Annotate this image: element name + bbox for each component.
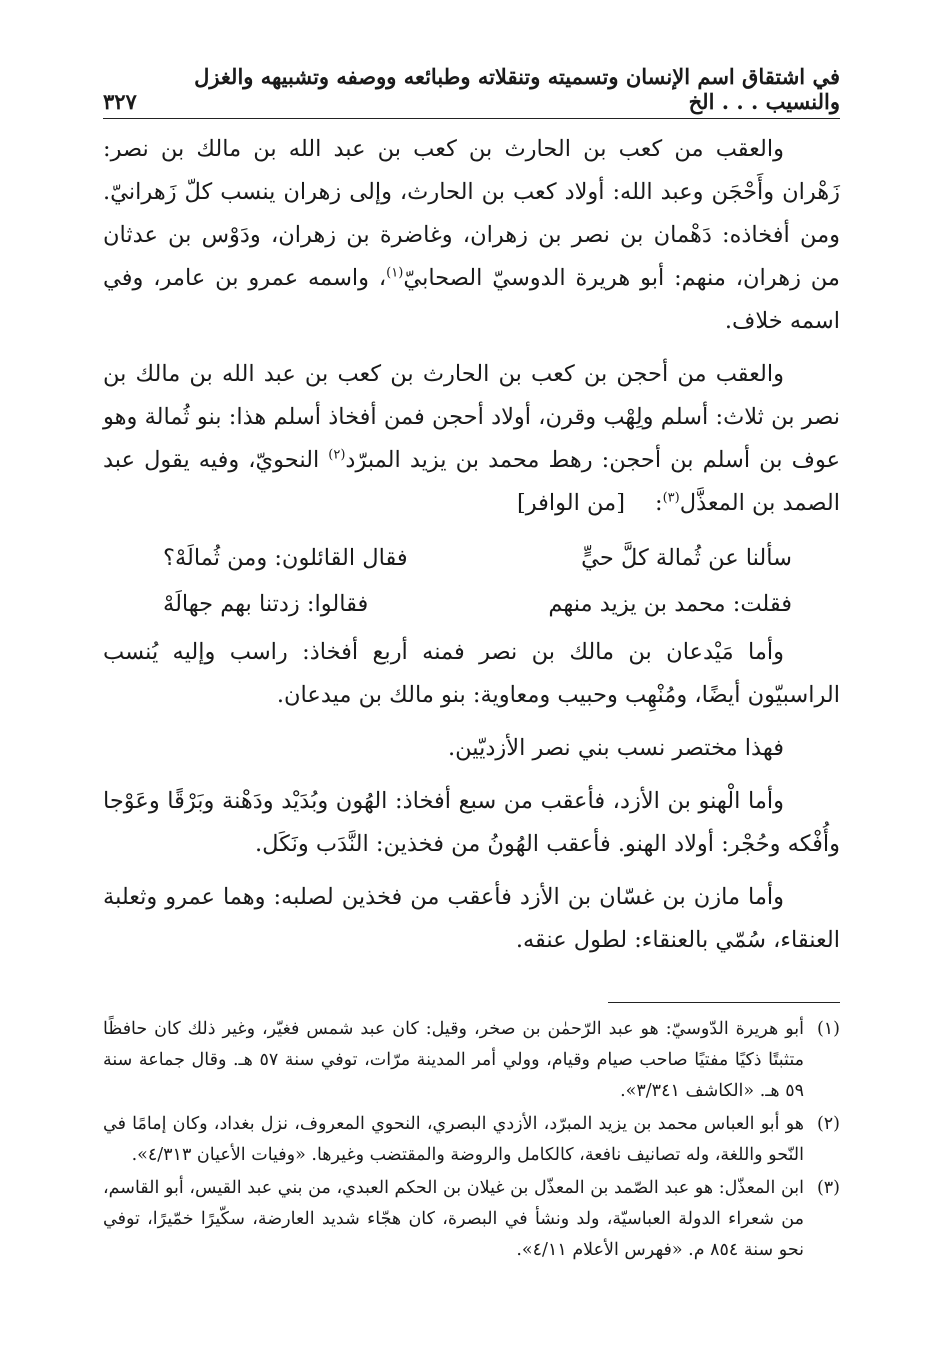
- verse-1-first-hemistich: سألنا عن ثُمالة كلَّ حيٍّ: [581, 545, 792, 571]
- verse-1: [103, 535, 840, 581]
- footnote-1: [103, 1014, 840, 1107]
- footnote-number: (٣): [816, 1178, 840, 1198]
- footnote-text: ابن المعذّل: هو عبد الصّمد بن المعذّل بن غيلان بن الحكم العبدي، من بني عبد القيس، أبو القاسم، من شعراء الدولة العباسيّة، ولد ونشأ في البصرة، كان هجّاء شديد العارضة، سكّيرًا خمّيرًا، توفي نحو سنة ٨٥٤ م. «فهرس الأعلام ٤/١١».: [103, 1178, 804, 1260]
- paragraph-2-text-c: :: [655, 490, 663, 516]
- footnote-ref-1[interactable]: (١): [386, 265, 404, 281]
- poetic-meter: [من الوافر]: [516, 490, 625, 516]
- page-number: ٣٢٧: [103, 89, 137, 114]
- verse-2-first-hemistich: فقلت: محمد بن يزيد منهم: [548, 591, 792, 617]
- paragraph-1-end: ، واسمه عمرو بن عامر، وفي اسمه خلاف.: [103, 265, 840, 334]
- footnote-ref-2[interactable]: (٢): [328, 447, 346, 463]
- paragraph-2-text-b: النحويّ، وفيه يقول عبد الصمد بن المعذَّل: [103, 447, 840, 516]
- header-rule: [103, 118, 840, 119]
- paragraph-1: [103, 128, 840, 343]
- paragraph-5: وأما الْهنو بن الأزد، فأعقب من سبع أفخاذ: الهُون وبُدَيْد ودَهْنة وبَرْقًا وعَوْجا وأُفْكه وحُجْر: أولاد الهنو. فأعقب الهُونُ من فخذين: النَّدَب ونَكَل.: [103, 788, 840, 857]
- footnotes: [103, 1014, 840, 1268]
- verse-2-second-hemistich: فقالوا: زدتنا بهم جهالَهْ: [163, 591, 369, 617]
- footnote-number: (١): [816, 1019, 840, 1039]
- paragraph-4: فهذا مختصر نسب بني نصر الأزديّين.: [448, 735, 784, 761]
- footnote-separator: [608, 1002, 840, 1003]
- footnote-3: [103, 1173, 840, 1266]
- paragraph-3: وأما مَيْدعان بن مالك بن نصر فمنه أربع أفخاذ: راسب وإليه يُنسب الراسبيّون أيضًا، ومُنْهِب وحبيب ومعاوية: بنو مالك بن ميدعان.: [103, 639, 840, 708]
- verse-1-second-hemistich: فقال القائلون: ومن ثُمالَهْ؟: [163, 545, 408, 571]
- paragraph-6: وأما مازن بن غسّان بن الأزد فأعقب من فخذين لصلبه: وهما عمرو وثعلبة العنقاء، سُمّي بالعنقاء: لطول عنقه.: [103, 884, 840, 953]
- running-header: [103, 64, 840, 114]
- footnote-text: هو أبو العباس محمد بن يزيد المبرّد، الأزدي البصري، النحوي المعروف، نزل بغداد، وكان إمامًا في النّحو واللغة، وله تصانيف نافعة، كالكامل والروضة والمقتضب وغيرها. «وفيات الأعيان ٤/٣١٣».: [103, 1114, 804, 1165]
- header-title: في اشتقاق اسم الإنسان وتسميته وتنقلاته وطبائعه ووصفه وتشبيهه والغزل والنسيب . . . الخ: [194, 64, 840, 114]
- footnote-number: (٢): [816, 1114, 840, 1134]
- paragraph-2-text-a: والعقب من أحجن بن كعب بن الحارث بن كعب بن عبد الله بن مالك بن نصر بن ثلاث: أسلم ولِهْب وقرن، أولاد أحجن فمن أفخاذ أسلم هذا: بنو ثُمالة وهو عوف بن أسلم بن أحجن: رهط محمد بن يزيد المبرّد: [103, 361, 840, 473]
- verse-2: [103, 581, 840, 627]
- footnote-ref-3[interactable]: (٣): [662, 490, 680, 506]
- paragraph-1-text: والعقب من كعب بن الحارث بن كعب بن عبد الله بن مالك بن نصر: زَهْران وأَحْجَن وعبد الله: أولاد كعب بن الحارث، وإلى زهران ينسب كلّ زَهرانيّ. ومن أفخاذه: دَهْمان بن نصر بن زهران، وغاضرة بن زهران، ودَوْس بن عدثان من زهران، منهم: أبو هريرة الدوسيّ الصحابيّ: [103, 136, 840, 291]
- main-text: [103, 128, 840, 962]
- paragraph-2: [103, 353, 840, 525]
- footnote-2: [103, 1109, 840, 1171]
- poem: [103, 535, 840, 627]
- footnote-text: أبو هريرة الدّوسيّ: هو عبد الرّحمٰن بن صخر، وقيل: كان عبد شمس فغيّر، وغير ذلك كان حافظًا متثبتًا ذكيًا مفتيًا صاحب صيام وقيام، وولي أمر المدينة مرّات، توفي سنة ٥٧ هـ. وقال جماعة سنة ٥٩ هـ. «الكاشف ٣/٣٤١».: [103, 1019, 804, 1101]
